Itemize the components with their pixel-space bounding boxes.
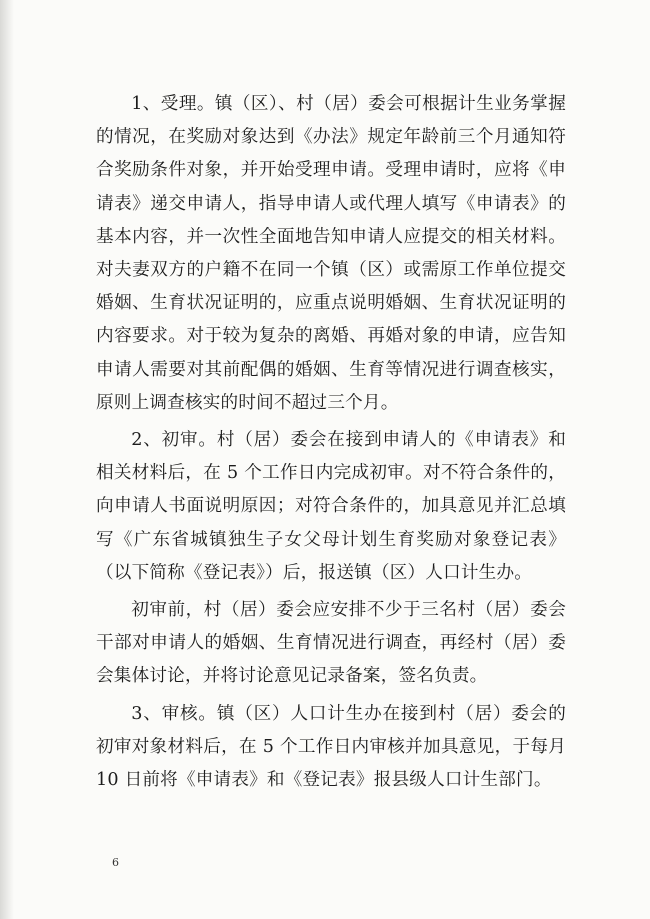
paragraph-pre-review-investigation: 初审前，村（居）委会应安排不少于三名村（居）委会干部对申请人的婚姻、生育情况进行调查，再经村（居）委会集体讨论，并将讨论意见记录备案，签名负责。 [96, 600, 566, 687]
paragraph-verification: 3、审核。镇（区）人口计生办在接到村（居）委会的初审对象材料后，在 5 个工作日内审核并加具意见，于每月 10 日前将《申请表》和《登记表》报县级人口计生部门。 [96, 703, 572, 791]
paragraph-acceptance: 1、受理。镇（区）、村（居）委会可根据计生业务掌握的情况，在奖励对象达到《办法》规定年龄前三个月通知符合奖励条件对象，并开始受理申请。受理申请时，应将《申请表》递交申请人，指导申请人或代理人填写《申请表》的基本内容，并一次性全面地告知申请人应提交的相关材料。对夫妻双方的户籍不在同一个镇（区）或需原工作单位提交婚姻、生育状况证明的，应重点说明婚姻、生育状况证明的内容要求。对于较为复杂的离婚、再婚对象的申请，应告知申请人需要对其前配偶的婚姻、生育等情况进行调查核实，原则上调查核实的时间不超过三个月。 [96, 94, 566, 413]
document-body [96, 88, 572, 801]
scan-edge-shadow [0, 0, 14, 919]
paragraph-preliminary-review: 2、初审。村（居）委会在接到申请人的《申请表》和相关材料后，在 5 个工作日内完成初审。对不符合条件的，向申请人书面说明原因；对符合条件的，加具意见并汇总填写《广东省城镇独生子女父母计划生育奖励对象登记表》（以下简称《登记表》）后，报送镇（区）人口计生办。 [96, 430, 566, 583]
page-number: 6 [112, 856, 119, 869]
